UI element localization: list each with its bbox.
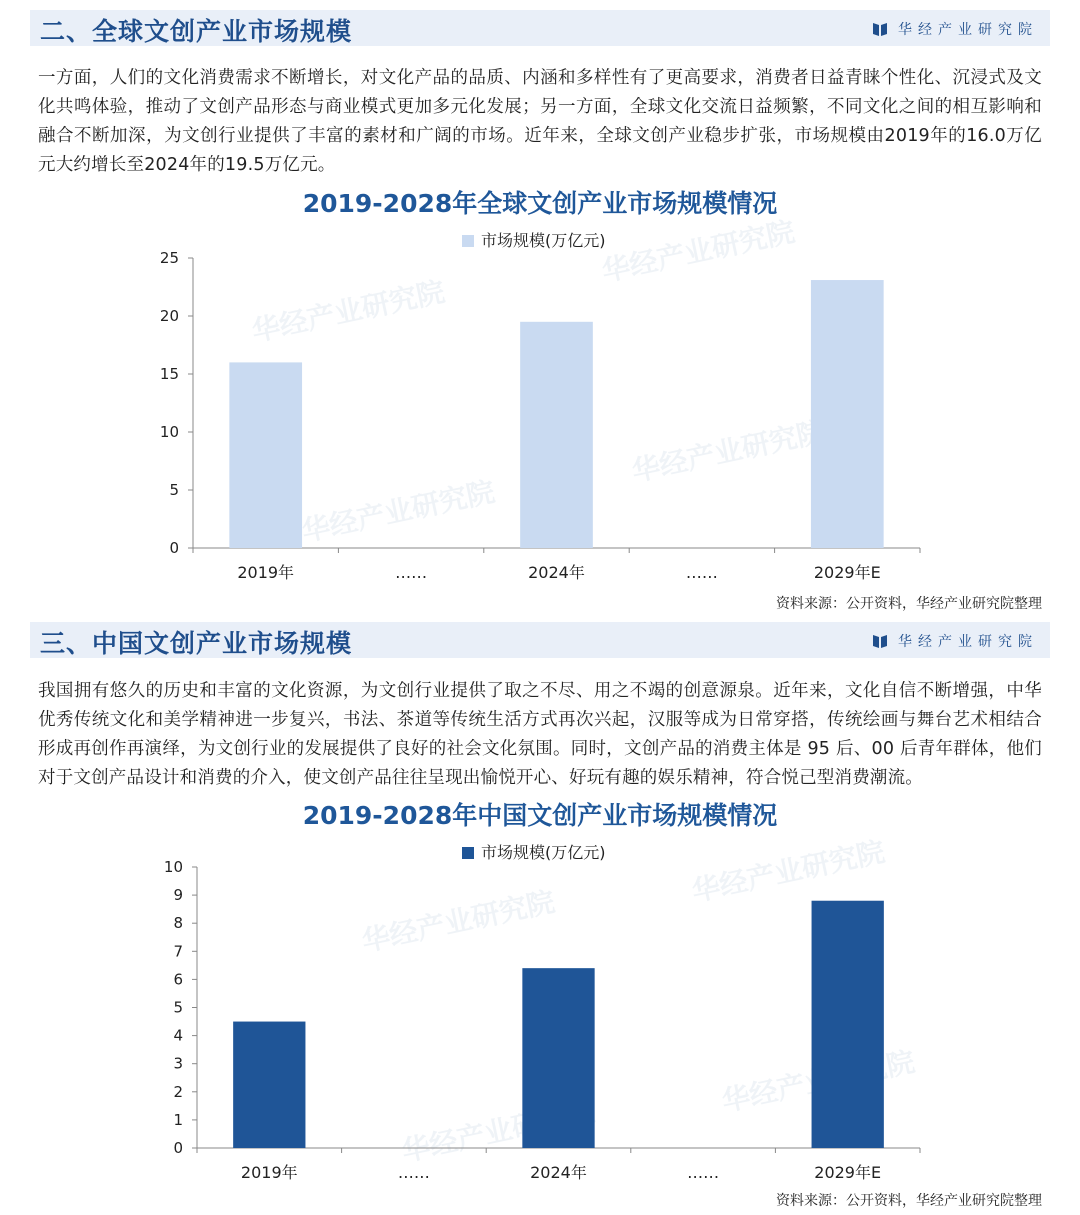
y-tick-label: 10 bbox=[159, 423, 179, 441]
bar bbox=[520, 322, 593, 548]
x-tick-label: …… bbox=[687, 1163, 720, 1182]
x-tick-label: …… bbox=[395, 563, 428, 582]
chart-title-global: 2019-2028年全球文创产业市场规模情况 bbox=[302, 189, 778, 218]
paragraph-china: 我国拥有悠久的历史和丰富的文化资源，为文创行业提供了取之不尽、用之不竭的创意源泉。近年来，文化自信不断增强，中华优秀传统文化和美学精神进一步复兴，书法、茶道等传统生活方式再次兴起，汉服等成为日常穿搭，传统绘画与舞台艺术相结合形成再创作再演绎，为文创行业的发展提供了良好的社会文化氛围。同时，文创产品的消费主体是 95 后、00 后青年群体，他们对于文创产品设计和消费的介入，使文创产品往往呈现出愉悦开心、好玩有趣的娱乐精神，符合悦己型消费潮流。 bbox=[38, 681, 1042, 788]
bar bbox=[522, 968, 594, 1148]
y-tick-label: 25 bbox=[159, 249, 179, 267]
watermark: 华经产业研究院 bbox=[399, 1094, 598, 1168]
x-tick-label: 2029年E bbox=[814, 1163, 882, 1182]
brand-mark bbox=[872, 19, 1038, 39]
bar bbox=[233, 1022, 305, 1148]
brand-name: 华经产业研究院 bbox=[898, 22, 1038, 38]
chart-china bbox=[0, 836, 1080, 1196]
y-tick-label: 5 bbox=[173, 998, 183, 1017]
y-tick-label: 7 bbox=[173, 942, 183, 961]
y-tick-label: 4 bbox=[173, 1026, 183, 1045]
paragraph-global: 一方面，人们的文化消费需求不断增长，对文化产品的品质、内涵和多样性有了更高要求，消费者日益青睐个性化、沉浸式及文化共鸣体验，推动了文创产品形态与商业模式更加多元化发展；另一方面，全球文化交流日益频繁，不同文化之间的相互影响和融合不断加深，为文创行业提供了丰富的素材和广阔的市场。近年来，全球文创产业稳步扩张，市场规模由2019年的16.0万亿元大约增长至2024年的19.5万亿元。 bbox=[38, 68, 1043, 175]
y-tick-label: 0 bbox=[173, 1139, 183, 1157]
x-tick-label: …… bbox=[397, 1163, 430, 1182]
x-tick-label: 2024年 bbox=[530, 1163, 587, 1182]
brand-name: 华经产业研究院 bbox=[898, 634, 1038, 650]
chart-global bbox=[0, 222, 1080, 602]
x-tick-label: 2019年 bbox=[237, 563, 295, 582]
watermark: 华经产业研究院 bbox=[599, 214, 798, 288]
section-title: 三、中国文创产业市场规模 bbox=[40, 629, 353, 658]
bar bbox=[811, 280, 884, 548]
x-tick-label: 2029年E bbox=[813, 563, 881, 582]
watermark: 华经产业研究院 bbox=[249, 274, 448, 348]
source-note: 资料来源：公开资料，华经产业研究院整理 bbox=[776, 596, 1042, 612]
x-tick-label: 2019年 bbox=[240, 1163, 298, 1182]
y-tick-label: 20 bbox=[159, 307, 179, 325]
source-note: 资料来源：公开资料，华经产业研究院整理 bbox=[776, 1193, 1042, 1209]
y-tick-label: 6 bbox=[173, 970, 183, 989]
legend-swatch bbox=[462, 235, 474, 247]
brand-mark bbox=[872, 631, 1038, 651]
y-tick-label: 9 bbox=[173, 886, 183, 905]
y-tick-label: 3 bbox=[173, 1054, 183, 1073]
chart-title-china: 2019-2028年中国文创产业市场规模情况 bbox=[302, 801, 778, 830]
bar bbox=[812, 901, 884, 1148]
brand-logo-icon bbox=[872, 21, 888, 37]
y-tick-label: 1 bbox=[173, 1110, 183, 1129]
x-tick-label: …… bbox=[685, 563, 718, 582]
section-title: 二、全球文创产业市场规模 bbox=[40, 17, 353, 46]
y-tick-label: 2 bbox=[173, 1082, 183, 1101]
watermark: 华经产业研究院 bbox=[359, 884, 558, 958]
x-tick-label: 2024年 bbox=[528, 563, 585, 582]
legend-label: 市场规模(万亿元) bbox=[481, 843, 606, 862]
watermark: 华经产业研究院 bbox=[689, 834, 888, 908]
watermark: 华经产业研究院 bbox=[299, 474, 498, 548]
brand-logo-icon bbox=[872, 633, 888, 649]
y-tick-label: 15 bbox=[159, 365, 179, 383]
section-header-china bbox=[30, 622, 1050, 658]
y-tick-label: 10 bbox=[163, 858, 183, 876]
y-tick-label: 8 bbox=[173, 914, 183, 933]
legend-swatch bbox=[462, 847, 474, 859]
section-header-global bbox=[30, 10, 1050, 46]
legend-label: 市场规模(万亿元) bbox=[481, 231, 606, 250]
y-tick-label: 0 bbox=[169, 539, 179, 557]
bar bbox=[229, 362, 302, 548]
y-tick-label: 5 bbox=[169, 481, 179, 499]
watermark: 华经产业研究院 bbox=[629, 414, 828, 488]
